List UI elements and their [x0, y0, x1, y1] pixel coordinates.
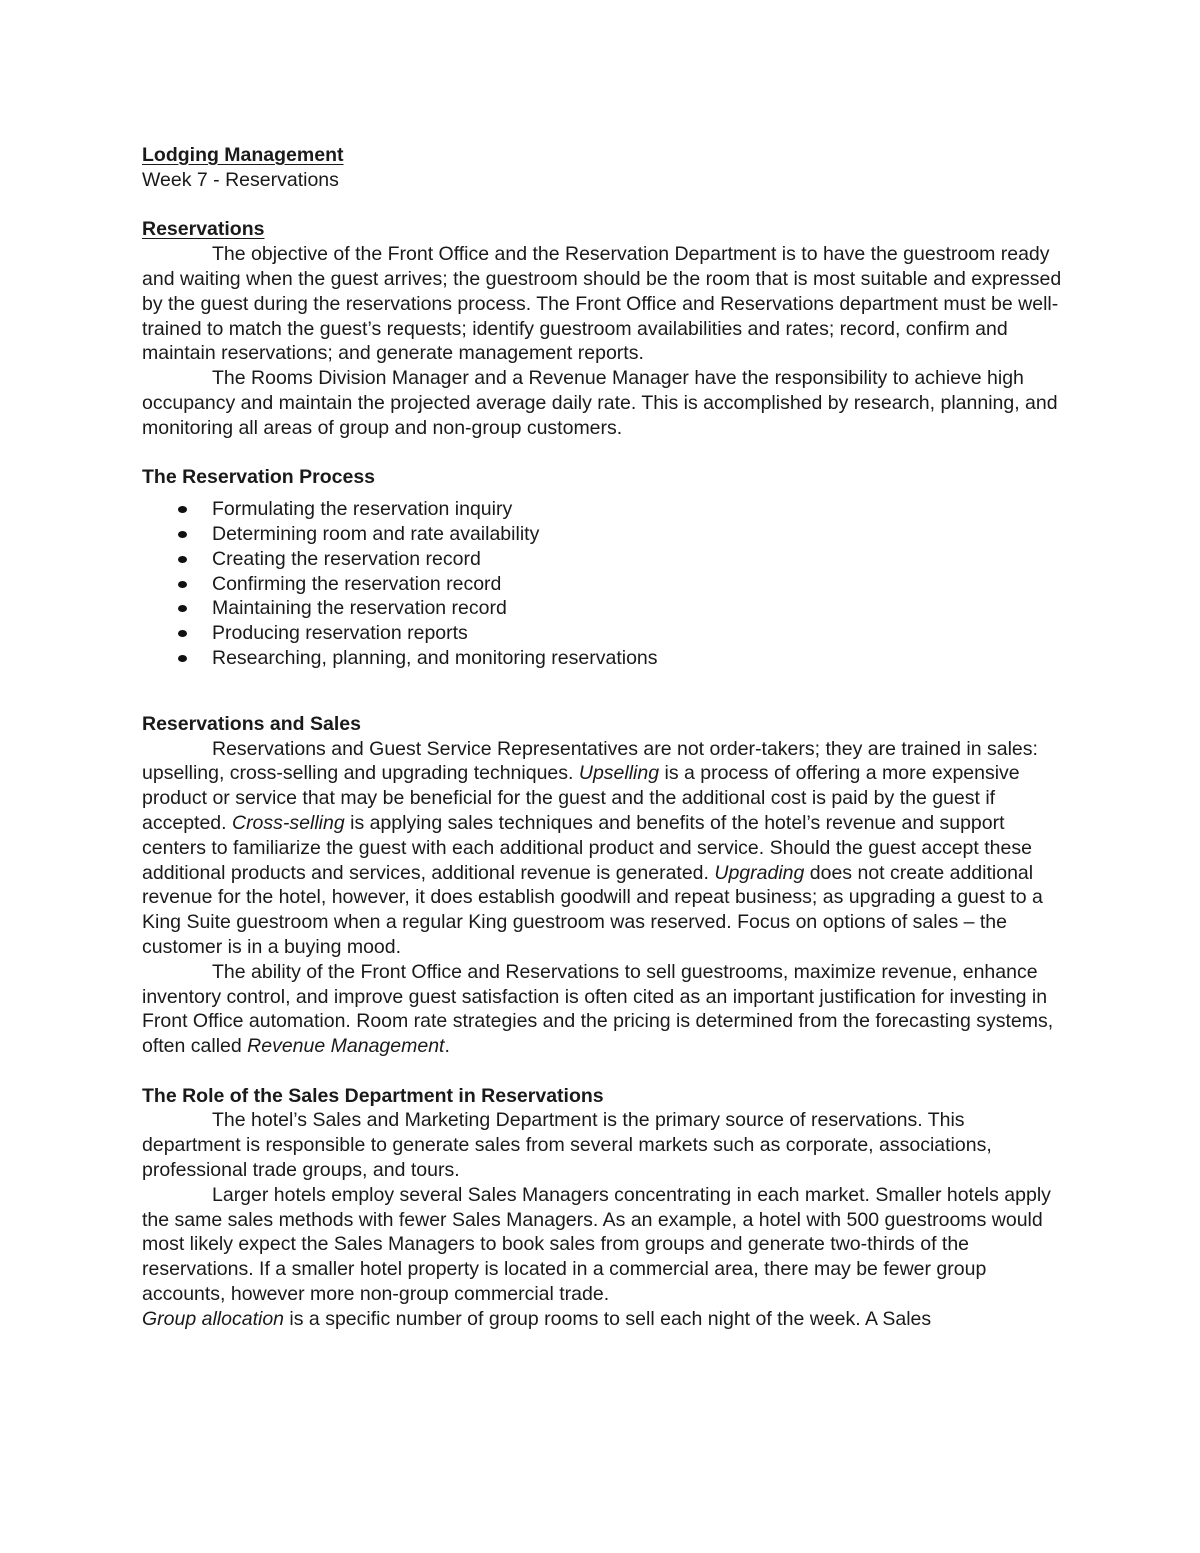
list-item-text: Maintaining the reservation record [212, 597, 507, 620]
process-list [142, 497, 1067, 671]
section-heading: Reservations [142, 218, 265, 241]
bullet-icon [178, 531, 187, 538]
paragraph: Larger hotels employ several Sales Managers concentrating in each market. Smaller hotels apply the same sales methods with fewer Sales Managers. As an example, a hotel with 500 guestrooms would most likely expect the Sales Managers to book sales from groups and generate two-thirds of the reservations. If a smaller hotel property is located in a commercial area, there may be fewer group accounts, however more non-group commercial trade. [142, 1183, 1051, 1306]
term-revenue-management: Revenue Management [247, 1035, 445, 1058]
term-upgrading: Upgrading [714, 861, 805, 884]
list-item-text: Confirming the reservation record [212, 572, 502, 595]
term-group-allocation: Group allocation [142, 1307, 285, 1330]
paragraph: The Rooms Division Manager and a Revenue Manager have the responsibility to achieve high occupancy and maintain the projected average daily rate. This is accomplished by research, planning, and monitoring all areas of group and non-group customers. [142, 367, 1058, 439]
list-item [142, 572, 1067, 597]
list-item [142, 522, 1067, 547]
section-heading: The Reservation Process [142, 466, 376, 489]
section-reservations [142, 217, 1067, 440]
document-subtitle: Week 7 - Reservations [142, 168, 339, 191]
term-upselling: Upselling [578, 762, 660, 785]
document-title: Lodging Management [142, 144, 344, 166]
section-heading: Reservations and Sales [142, 712, 361, 735]
list-item [142, 646, 1067, 671]
paragraph: The objective of the Front Office and the Reservation Department is to have the guestroom ready and waiting when the guest arrives; the guestroom should be the room that is most suitable and expressed by the guest during the reservations process. The Front Office and Reservations department must be well-trained to match the guest’s requests; identify guestroom availabilities and rates; record, confirm and maintain reservations; and generate management reports. [142, 243, 1062, 365]
list-item [142, 621, 1067, 646]
list-item-text: Researching, planning, and monitoring reservations [212, 646, 658, 669]
bullet-icon [178, 581, 187, 588]
list-item-text: Producing reservation reports [212, 622, 468, 645]
document-page [142, 143, 1067, 1332]
paragraph: The ability of the Front Office and Reservations to sell guestrooms, maximize revenue, enhance inventory control, and improve guest satisfaction is often cited as an important justification for investing in Front Office automation. Room rate strategies and the pricing is determined from the forecasting systems, often called Revenue Management. [142, 960, 1054, 1058]
list-item [142, 547, 1067, 572]
paragraph: The hotel’s Sales and Marketing Department is the primary source of reservations. This department is responsible to generate sales from several markets such as corporate, associations, professional trade groups, and tours. [142, 1109, 992, 1182]
list-item [142, 497, 1067, 522]
list-item [142, 596, 1067, 621]
paragraph: Group allocation is a specific number of group rooms to sell each night of the week. A Sales [142, 1307, 932, 1330]
list-item-text: Formulating the reservation inquiry [212, 498, 513, 521]
section-reservations-and-sales [142, 712, 1067, 1059]
section-sales-department [142, 1084, 1067, 1332]
list-item-text: Determining room and rate availability [212, 522, 540, 545]
bullet-icon [178, 605, 187, 612]
bullet-icon [178, 556, 187, 563]
section-heading: The Role of the Sales Department in Reservations [142, 1084, 604, 1107]
bullet-icon [178, 655, 187, 662]
bullet-icon [178, 630, 187, 637]
paragraph: Reservations and Guest Service Representatives are not order-takers; they are trained in sales: upselling, cross-selling and upgrading techniques. Upselling is a process of offering a more expensive product or service that may be beneficial for the guest and the additional cost is paid by the guest if accepted. Cross-selling is applying sales techniques and benefits of the hotel’s revenue and support centers to familiarize the guest with each additional product and service. Should the guest accept these additional products and services, additional revenue is generated. Upgrading does not create additional revenue for the hotel, however, it does establish goodwill and repeat business; as upgrading a guest to a King Suite guestroom when a regular King guestroom was reserved. Focus on options of sales – the customer is in a buying mood. [142, 737, 1043, 958]
bullet-icon [178, 506, 187, 513]
list-item-text: Creating the reservation record [212, 547, 481, 570]
term-cross-selling: Cross-selling [231, 811, 345, 834]
section-reservation-process [142, 465, 1067, 670]
